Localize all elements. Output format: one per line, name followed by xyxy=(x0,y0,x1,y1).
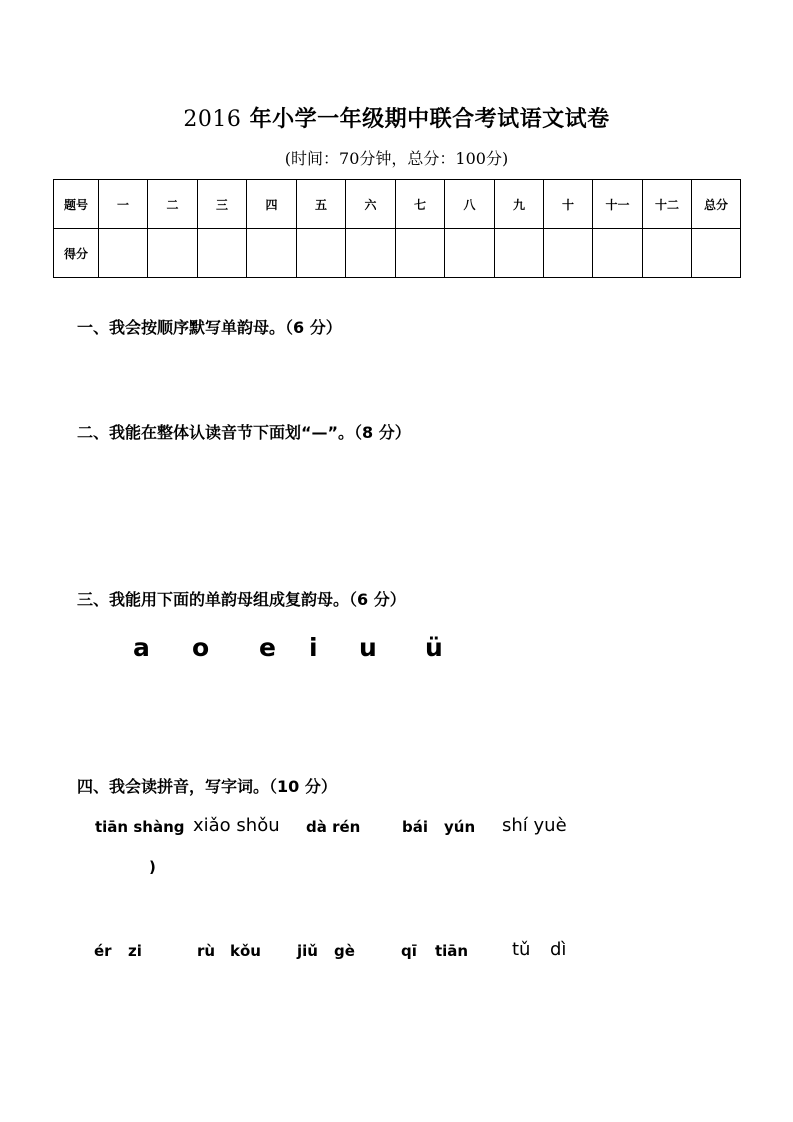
title-text: 年小学一年级期中联合考试语文试卷 xyxy=(249,107,610,132)
question-2-heading: 二、我能在整体认读音节下面划“—”。（8 分） xyxy=(77,423,411,442)
pinyin-word: kǒu xyxy=(230,942,261,960)
title-year: 2016 xyxy=(183,107,242,132)
pinyin-word: dà rén xyxy=(306,818,361,836)
pinyin-word: qī xyxy=(401,942,417,960)
score-cell[interactable] xyxy=(643,229,692,278)
score-cell[interactable] xyxy=(346,229,396,278)
stray-parenthesis: ) xyxy=(149,858,156,876)
vowel: a xyxy=(133,633,150,662)
col-header: 二 xyxy=(148,180,198,229)
score-cell[interactable] xyxy=(445,229,495,278)
col-header: 三 xyxy=(198,180,247,229)
pinyin-word: gè xyxy=(334,942,355,960)
col-header: 五 xyxy=(297,180,346,229)
col-header: 八 xyxy=(445,180,495,229)
score-cell[interactable] xyxy=(198,229,247,278)
pinyin-word: bái xyxy=(402,818,429,836)
page-title xyxy=(0,102,793,133)
row-header-score: 得分 xyxy=(54,229,99,278)
pinyin-word: jiǔ xyxy=(297,942,318,960)
score-cell[interactable] xyxy=(247,229,297,278)
col-header: 七 xyxy=(396,180,445,229)
question-3-heading: 三、我能用下面的单韵母组成复韵母。（6 分） xyxy=(77,590,406,609)
pinyin-word: tiān xyxy=(435,942,469,960)
score-cell[interactable] xyxy=(99,229,148,278)
pinyin-word: xiǎo shǒu xyxy=(193,815,280,836)
exam-subtitle: (时间：70分钟，总分：100分) xyxy=(284,149,509,168)
score-cell[interactable] xyxy=(495,229,544,278)
vowel: e xyxy=(259,633,276,662)
vowel: o xyxy=(192,633,210,662)
score-cell[interactable] xyxy=(297,229,346,278)
score-table xyxy=(53,179,741,278)
question-4-heading: 四、我会读拼音，写字词。（10 分） xyxy=(77,777,337,796)
pinyin-word: yún xyxy=(444,818,476,836)
question-1-heading: 一、我会按顺序默写单韵母。（6 分） xyxy=(77,318,342,337)
pinyin-word: tiān shàng xyxy=(95,818,185,836)
question-number-row xyxy=(54,180,741,229)
col-header-total: 总分 xyxy=(692,180,741,229)
col-header: 六 xyxy=(346,180,396,229)
col-header: 九 xyxy=(495,180,544,229)
score-cell-total[interactable] xyxy=(692,229,741,278)
col-header: 十 xyxy=(544,180,593,229)
vowel: u xyxy=(359,633,377,662)
pinyin-word: ér xyxy=(94,942,112,960)
col-header: 四 xyxy=(247,180,297,229)
col-header: 一 xyxy=(99,180,148,229)
score-cell[interactable] xyxy=(396,229,445,278)
row-header-question-number: 题号 xyxy=(54,180,99,229)
score-cell[interactable] xyxy=(544,229,593,278)
score-row xyxy=(54,229,741,278)
pinyin-word: dì xyxy=(550,939,567,960)
vowel: i xyxy=(309,633,318,662)
score-cell[interactable] xyxy=(148,229,198,278)
score-cell[interactable] xyxy=(593,229,643,278)
vowel: ü xyxy=(425,633,443,662)
pinyin-word: shí yuè xyxy=(502,815,567,836)
col-header: 十二 xyxy=(643,180,692,229)
vowel-list xyxy=(0,633,793,667)
pinyin-word: tǔ xyxy=(512,939,531,960)
pinyin-word: zi xyxy=(128,942,142,960)
col-header: 十一 xyxy=(593,180,643,229)
pinyin-word: rù xyxy=(197,942,216,960)
